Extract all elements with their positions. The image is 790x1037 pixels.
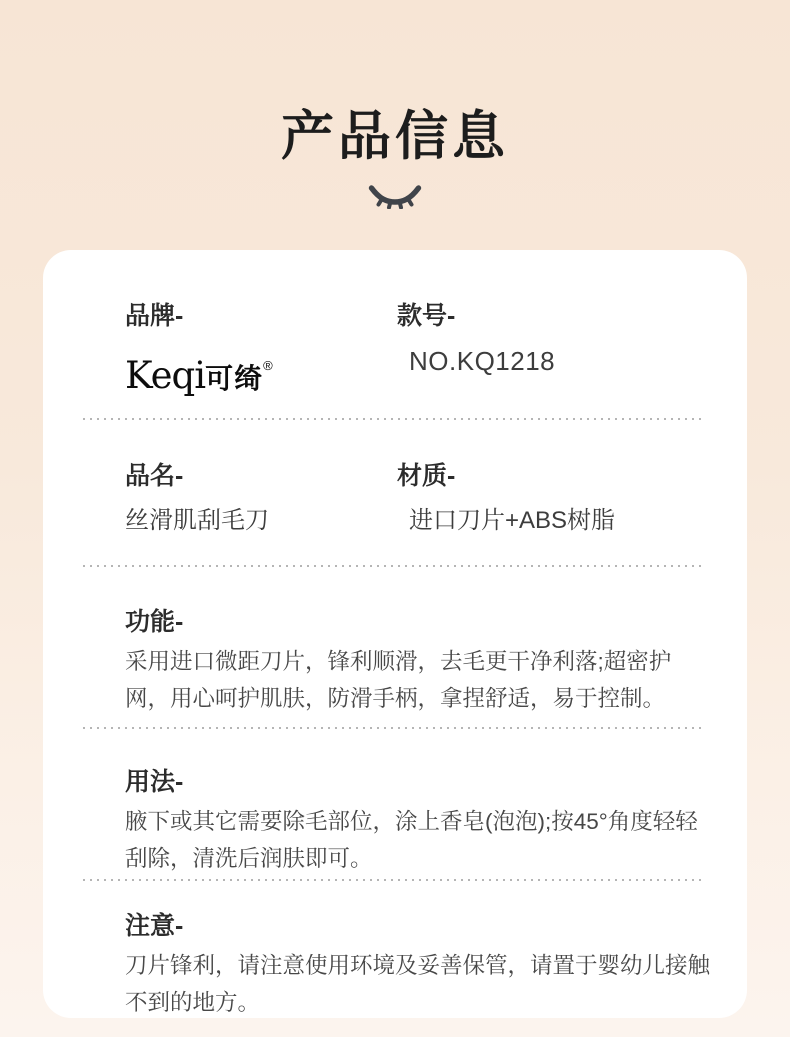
model-label: 款号- (397, 302, 456, 330)
row-name-material (125, 420, 702, 565)
notice-section (125, 881, 711, 1021)
name-field (125, 461, 397, 536)
brand-logo-cn: 可绮 (205, 363, 264, 394)
material-value: 进口刀片+ABS树脂 (409, 507, 616, 534)
registered-trademark-icon: ® (263, 358, 273, 373)
model-value: NO.KQ1218 (409, 346, 556, 376)
brand-logo-latin: Keqi (125, 354, 206, 397)
name-value: 丝滑肌刮毛刀 (125, 507, 269, 534)
usage-section (125, 729, 702, 879)
product-info-card (43, 250, 747, 1018)
notice-text: 刀片锋利，请注意使用环境及妥善保管，请置于婴幼儿接触不到的地方。 (125, 953, 711, 1015)
brand-field (125, 301, 397, 404)
function-text: 采用进口微距刀片，锋利顺滑，去毛更干净利落;超密护网，用心呵护肌肤，防滑手柄，拿捏舒适，易于控制。 (125, 649, 672, 711)
function-label: 功能- (125, 608, 184, 636)
row-brand-model (125, 250, 702, 418)
model-field (397, 301, 702, 404)
brand-label: 品牌- (125, 302, 184, 330)
usage-label: 用法- (125, 768, 184, 796)
function-section (125, 567, 702, 727)
material-label: 材质- (397, 462, 456, 490)
name-label: 品名- (125, 462, 184, 490)
brand-logo (125, 346, 397, 404)
material-field (397, 461, 702, 536)
notice-label: 注意- (125, 912, 184, 940)
closed-eye-lash-icon (0, 182, 790, 209)
page-title: 产品信息 (281, 107, 509, 166)
usage-text: 腋下或其它需要除毛部位，涂上香皂(泡泡);按45°角度轻轻刮除，清洗后润肤即可。 (125, 809, 698, 871)
